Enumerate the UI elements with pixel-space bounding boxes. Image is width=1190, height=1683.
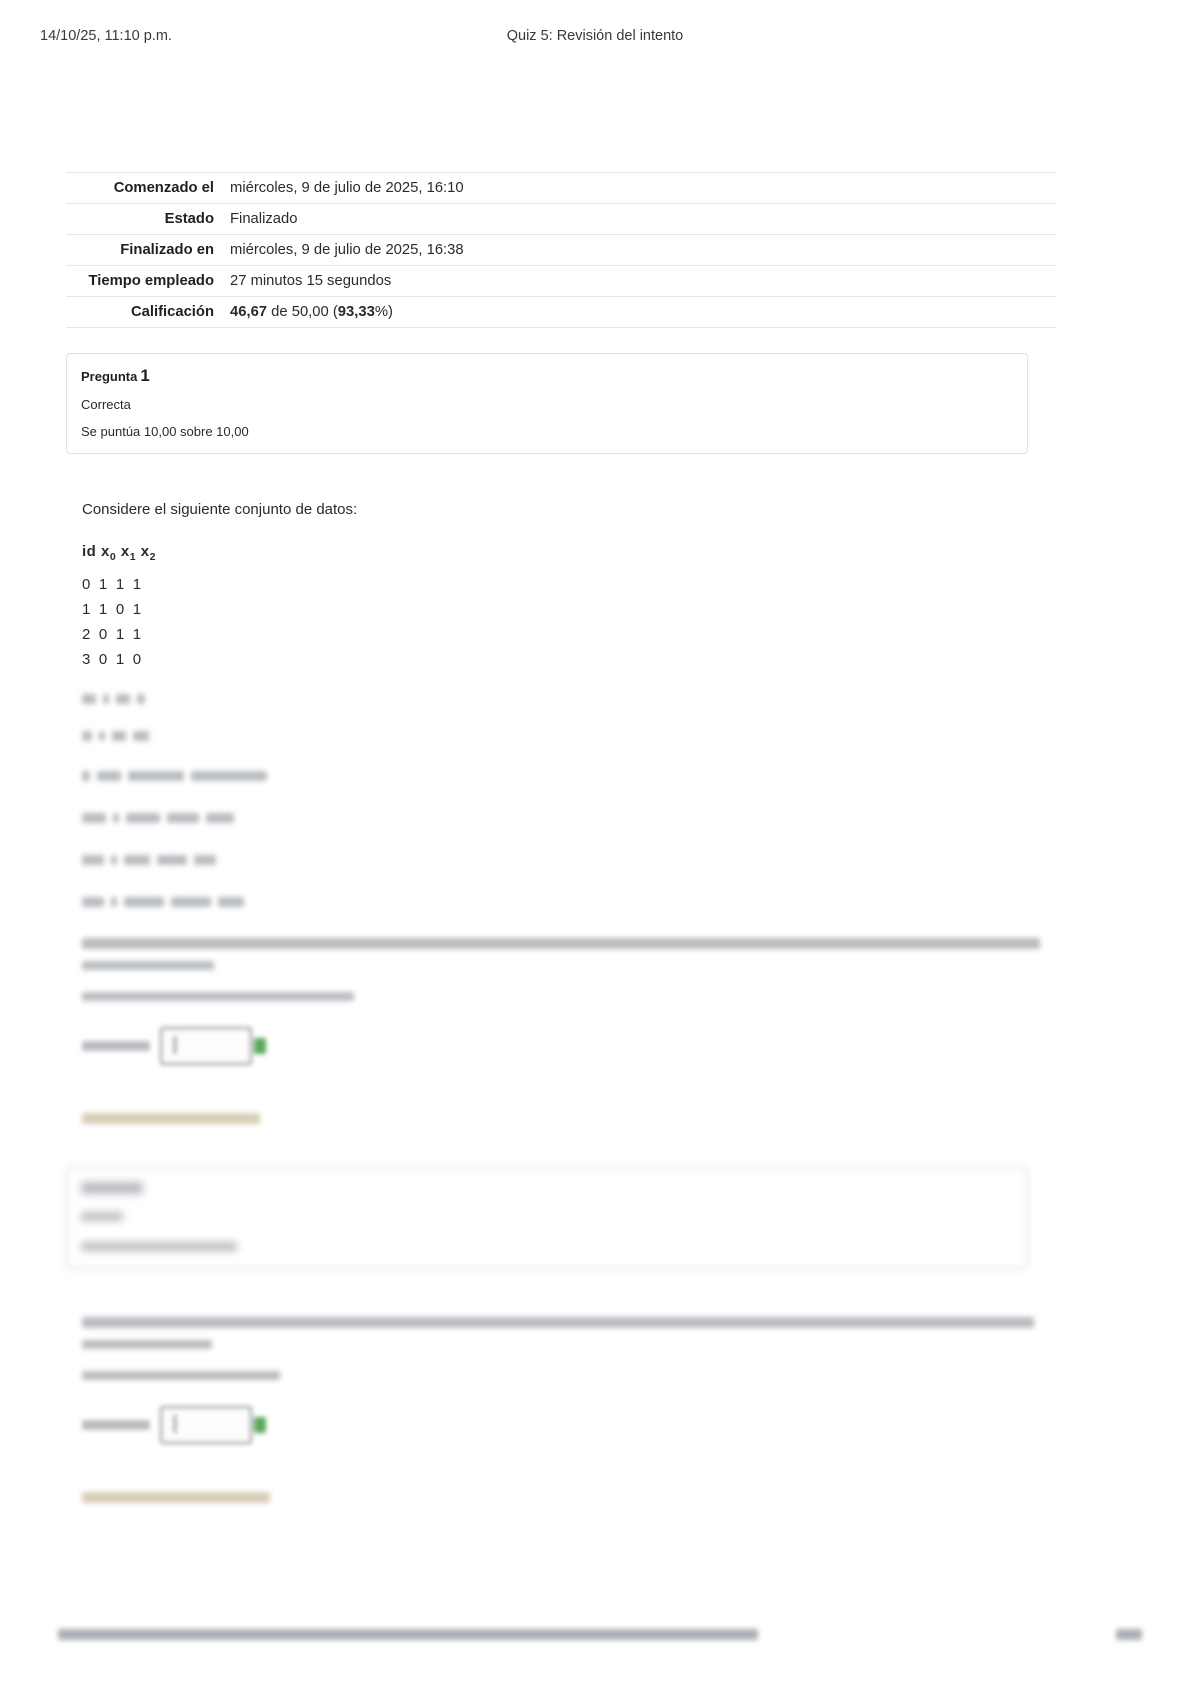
redacted-line [82, 1371, 280, 1380]
summary-label-state: Estado [164, 211, 214, 227]
col-x2: $x_2$ [140, 543, 156, 563]
summary-value-finished: miércoles, 9 de julio de 2025, 16:38 [230, 242, 464, 258]
summary-label-started: Comenzado el [113, 180, 214, 196]
redacted-paragraph [82, 764, 1056, 788]
question-1-marks: Se puntúa 10,00 sobre 10,00 [81, 424, 249, 439]
data-row: 1 1 0 1 [82, 600, 144, 618]
footer-page-text [0, 1629, 1, 1630]
redacted-formula [82, 848, 1056, 872]
question-2-state-redacted [81, 1212, 123, 1221]
correct-check-icon [254, 1417, 266, 1433]
grade-score: 46,67 [230, 304, 268, 320]
summary-value-grade [224, 297, 1056, 328]
table-row [66, 266, 1056, 297]
question-1-intro: Considere el siguiente conjunto de datos: [82, 501, 358, 518]
redacted-line [82, 961, 214, 970]
col-x0: $x_0$ [101, 543, 117, 563]
data-row: 0 1 1 1 [82, 575, 144, 593]
print-header-date: 14/10/25, 11:10 p.m. [40, 28, 172, 44]
question-2-state [81, 1206, 1013, 1224]
footer-url-redacted [58, 1629, 758, 1640]
table-row [66, 204, 1056, 235]
redacted-line [82, 938, 1040, 949]
question-2-body [66, 1317, 1056, 1503]
summary-label-grade: Calificación [130, 304, 214, 320]
answer-input[interactable] [160, 1027, 252, 1065]
footer-page-number-redacted [1116, 1629, 1142, 1640]
question-2-label-redacted [81, 1182, 143, 1194]
question-2-title [81, 1180, 1013, 1195]
question-label: Pregunta [81, 369, 138, 384]
question-2-marks-redacted [81, 1242, 237, 1251]
content-column [66, 172, 1056, 1515]
question-1-header [66, 353, 1028, 454]
data-row: 2 0 1 1 [82, 626, 144, 644]
attempt-summary-table [66, 172, 1056, 328]
col-id: id [82, 543, 97, 560]
question-2-header [66, 1167, 1028, 1269]
text-caret [174, 1036, 176, 1054]
print-header-title: Quiz 5: Revisión del intento [506, 28, 684, 44]
redacted-line [82, 992, 354, 1001]
question-1-body [66, 498, 1056, 1124]
question-1-state: Correcta [81, 397, 131, 412]
question-number: 1 [140, 366, 150, 385]
redacted-feedback [82, 1113, 260, 1124]
grade-percent: 93,33 [337, 304, 375, 320]
redacted-formula [82, 806, 1056, 830]
table-row [66, 173, 1056, 204]
summary-value-state: Finalizado [230, 211, 298, 227]
answer-row[interactable] [82, 1027, 1056, 1065]
table-row [66, 235, 1056, 266]
answer-input[interactable] [160, 1406, 252, 1444]
summary-label-finished: Finalizado en [120, 242, 214, 258]
text-caret [174, 1415, 176, 1433]
redacted-formula [82, 890, 1056, 914]
table-row [66, 297, 1056, 328]
answer-label [82, 1041, 150, 1051]
redacted-line [82, 1317, 1034, 1328]
question-2-marks [81, 1236, 1013, 1254]
correct-check-icon [254, 1038, 266, 1054]
question-1-title [81, 366, 1013, 386]
answer-row[interactable] [82, 1406, 1056, 1444]
redacted-data-row [82, 724, 1056, 748]
redacted-data-row [82, 687, 1056, 711]
redacted-feedback [82, 1492, 270, 1503]
summary-value-time: 27 minutos 15 segundos [230, 273, 392, 289]
footer-url-text [0, 1629, 1, 1630]
grade-percent-suffix: %) [374, 304, 393, 320]
redacted-line [82, 1340, 212, 1349]
print-footer [0, 1629, 1190, 1645]
summary-label-time: Tiempo empleado [88, 273, 214, 289]
summary-value-started: miércoles, 9 de julio de 2025, 16:10 [230, 180, 464, 196]
col-x1: $x_1$ [120, 543, 137, 563]
grade-of-text: de 50,00 ( [271, 304, 338, 320]
answer-label [82, 1420, 150, 1430]
data-table-header [82, 540, 1056, 566]
data-row: 3 0 1 0 [82, 651, 144, 669]
